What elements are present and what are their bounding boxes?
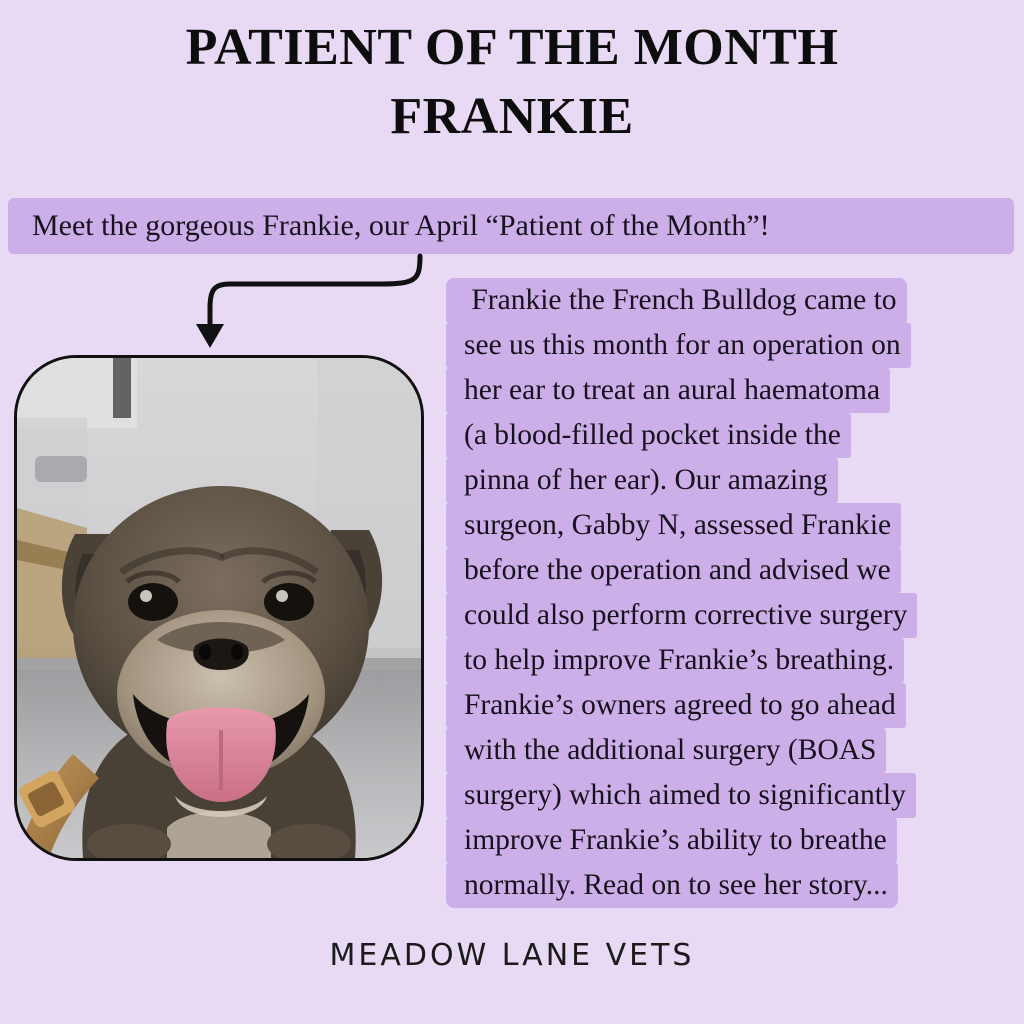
brand-name: MEADOW LANE VETS	[329, 938, 695, 973]
story-line: (a blood-filled pocket inside the	[446, 413, 851, 458]
story-line: normally. Read on to see her story...	[446, 863, 898, 908]
story-line: surgeon, Gabby N, assessed Frankie	[446, 503, 901, 548]
story-line: to help improve Frankie’s breathing.	[446, 638, 904, 683]
intro-banner-text: Meet the gorgeous Frankie, our April “Patient of the Month”!	[32, 209, 770, 242]
intro-banner	[8, 198, 1014, 254]
patient-photo	[14, 355, 424, 861]
story-line: pinna of her ear). Our amazing	[446, 458, 838, 503]
story-line: improve Frankie’s ability to breathe	[446, 818, 897, 863]
story-line: could also perform corrective surgery	[446, 593, 917, 638]
story-line: before the operation and advised we	[446, 548, 901, 593]
footer	[0, 938, 1024, 973]
curved-arrow-icon	[170, 250, 430, 360]
story-line: Frankie’s owners agreed to go ahead	[446, 683, 906, 728]
page-title	[0, 14, 1024, 151]
title-line-1: PATIENT OF THE MONTH	[185, 19, 839, 76]
story-line: see us this month for an operation on	[446, 323, 911, 368]
story-line: with the additional surgery (BOAS	[446, 728, 886, 773]
story-line: Frankie the French Bulldog came to	[446, 278, 907, 323]
story-text-panel	[446, 278, 994, 908]
story-line: surgery) which aimed to significantly	[446, 773, 916, 818]
title-line-2: FRANKIE	[390, 87, 634, 145]
story-line: her ear to treat an aural haematoma	[446, 368, 890, 413]
